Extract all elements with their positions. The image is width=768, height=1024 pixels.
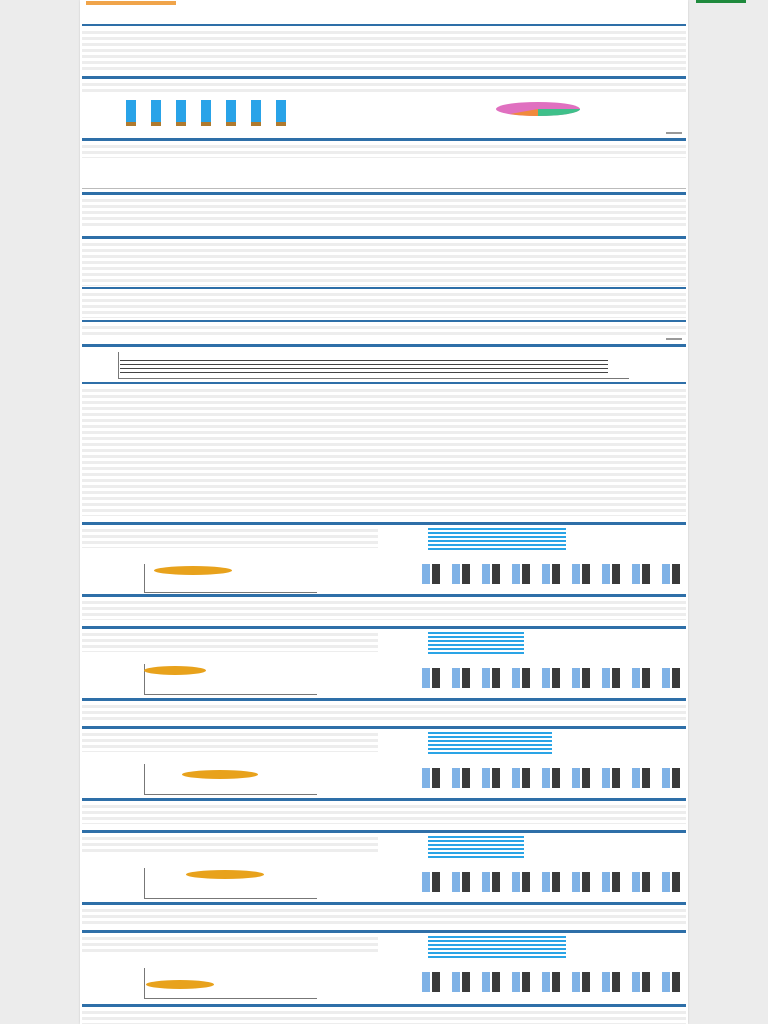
production-bar bbox=[120, 364, 608, 365]
high-end-segment-section bbox=[82, 724, 686, 828]
share-pair bbox=[482, 972, 500, 992]
top-products-rows bbox=[82, 802, 686, 824]
potential-bar bbox=[642, 872, 650, 892]
sales-bar bbox=[201, 100, 211, 126]
share-pair bbox=[512, 768, 530, 788]
actual-bar bbox=[662, 768, 670, 788]
top-products-rule bbox=[82, 698, 686, 701]
share-pair bbox=[512, 668, 530, 688]
share-pair bbox=[512, 972, 530, 992]
actual-bar bbox=[482, 564, 490, 584]
potential-bar bbox=[432, 668, 440, 688]
potential-bar bbox=[612, 564, 620, 584]
share-pair bbox=[422, 872, 440, 892]
share-pair bbox=[482, 872, 500, 892]
perceptual-map-ellipse bbox=[146, 980, 214, 989]
potential-bar bbox=[462, 972, 470, 992]
production-bar bbox=[120, 372, 608, 373]
share-pair bbox=[452, 668, 470, 688]
actual-bar bbox=[512, 668, 520, 688]
actual-bar bbox=[482, 668, 490, 688]
actual-bar bbox=[422, 768, 430, 788]
sales-bar bbox=[226, 100, 236, 126]
actual-bar bbox=[452, 668, 460, 688]
actual-bar bbox=[482, 872, 490, 892]
potential-bar bbox=[672, 872, 680, 892]
low-end-segment-section bbox=[82, 624, 686, 724]
top-products-rule bbox=[82, 594, 686, 597]
sales-bar-chart bbox=[126, 102, 286, 126]
share-pair bbox=[632, 564, 650, 584]
actual-vs-potential-chart bbox=[422, 668, 686, 688]
actual-bar bbox=[512, 872, 520, 892]
potential-bar bbox=[522, 564, 530, 584]
potential-bar bbox=[462, 564, 470, 584]
contents-rule bbox=[82, 24, 686, 26]
actual-bar bbox=[572, 668, 580, 688]
potential-bar bbox=[492, 564, 500, 584]
actual-bar bbox=[512, 768, 520, 788]
potential-bar bbox=[432, 768, 440, 788]
contents-section bbox=[82, 0, 686, 74]
accessibility-bar bbox=[428, 856, 524, 858]
accessibility-bar bbox=[428, 948, 566, 950]
share-pair bbox=[482, 668, 500, 688]
potential-bar bbox=[672, 668, 680, 688]
accessibility-bar bbox=[428, 732, 552, 734]
share-pair bbox=[632, 972, 650, 992]
share-pair bbox=[662, 972, 680, 992]
actual-bar bbox=[422, 668, 430, 688]
accessibility-bar bbox=[428, 840, 524, 842]
potential-bar bbox=[552, 768, 560, 788]
share-pair bbox=[572, 564, 590, 584]
potential-bar bbox=[582, 972, 590, 992]
low-end-statistics-rows bbox=[82, 630, 378, 652]
top-products-rows bbox=[82, 906, 686, 926]
share-pair bbox=[422, 768, 440, 788]
actual-bar bbox=[542, 972, 550, 992]
size-band bbox=[82, 930, 686, 933]
stock-bonds-section bbox=[82, 136, 686, 190]
perceptual-map-ellipse bbox=[154, 566, 232, 575]
actual-bar bbox=[572, 564, 580, 584]
accessibility-bar bbox=[428, 648, 524, 650]
actual-bar bbox=[632, 768, 640, 788]
accessibility-bar bbox=[428, 852, 524, 854]
accessibility-bar bbox=[428, 652, 524, 654]
page-marker bbox=[666, 338, 682, 340]
potential-bar bbox=[612, 768, 620, 788]
accessibility-bar bbox=[428, 532, 566, 534]
production-capacity-chart bbox=[118, 352, 629, 379]
report-logo bbox=[86, 1, 176, 5]
share-pair bbox=[482, 564, 500, 584]
high-end-statistics-rows bbox=[82, 730, 378, 752]
potential-bar bbox=[462, 668, 470, 688]
actual-bar bbox=[662, 668, 670, 688]
accessibility-bar bbox=[428, 848, 524, 850]
actual-vs-potential-chart bbox=[422, 564, 686, 584]
actual-bar bbox=[662, 972, 670, 992]
actual-bar bbox=[452, 564, 460, 584]
market-share-pie bbox=[462, 96, 592, 136]
actual-bar bbox=[662, 564, 670, 584]
share-pair bbox=[662, 564, 680, 584]
actual-bar bbox=[572, 872, 580, 892]
high-end-band bbox=[82, 726, 686, 729]
low-end-band bbox=[82, 626, 686, 629]
accessibility-bar bbox=[428, 836, 524, 838]
pie-slice bbox=[538, 109, 580, 116]
production-bar bbox=[120, 360, 608, 361]
potential-bar bbox=[582, 668, 590, 688]
actual-bar bbox=[542, 872, 550, 892]
actual-bar bbox=[542, 564, 550, 584]
income-statement-rows bbox=[82, 323, 686, 337]
income-statement-rule bbox=[82, 320, 686, 322]
selected-information-rows bbox=[82, 28, 686, 72]
traditional-band bbox=[82, 522, 686, 525]
share-pair bbox=[602, 564, 620, 584]
potential-bar bbox=[432, 872, 440, 892]
top-products-rule bbox=[82, 798, 686, 801]
potential-bar bbox=[552, 972, 560, 992]
share-pair bbox=[602, 768, 620, 788]
stock-rows bbox=[82, 142, 686, 158]
accessibility-bar bbox=[428, 528, 566, 530]
sales-bar bbox=[176, 100, 186, 126]
actual-bar bbox=[602, 768, 610, 788]
share-pair bbox=[542, 872, 560, 892]
performance-band bbox=[82, 830, 686, 833]
potential-bar bbox=[492, 768, 500, 788]
sales-bar bbox=[126, 100, 136, 126]
potential-bar bbox=[612, 668, 620, 688]
potential-bar bbox=[642, 564, 650, 584]
balance-sheet-rows bbox=[82, 290, 686, 318]
share-pair bbox=[452, 972, 470, 992]
bond-rows bbox=[82, 196, 686, 228]
accessibility-bar bbox=[428, 844, 524, 846]
accessibility-bar bbox=[428, 736, 552, 738]
summary-section bbox=[82, 74, 686, 136]
share-pair bbox=[542, 564, 560, 584]
share-pair bbox=[662, 768, 680, 788]
actual-bar bbox=[482, 972, 490, 992]
potential-bar bbox=[522, 668, 530, 688]
actual-vs-potential-chart bbox=[422, 768, 686, 788]
potential-bar bbox=[462, 768, 470, 788]
share-pair bbox=[662, 872, 680, 892]
share-pair bbox=[572, 668, 590, 688]
share-pair bbox=[542, 972, 560, 992]
actual-bar bbox=[602, 872, 610, 892]
share-pair bbox=[542, 668, 560, 688]
stock-bonds-band bbox=[82, 138, 686, 141]
potential-bar bbox=[642, 972, 650, 992]
actual-vs-potential-chart bbox=[422, 972, 686, 992]
actual-bar bbox=[632, 972, 640, 992]
traditional-statistics-rows bbox=[82, 526, 378, 548]
production-bar bbox=[120, 368, 608, 369]
production-table-rows bbox=[82, 386, 686, 516]
accessibility-bar bbox=[428, 752, 552, 754]
potential-bar bbox=[582, 872, 590, 892]
corner-tab[interactable] bbox=[696, 0, 746, 3]
perceptual-map-high-end bbox=[144, 764, 317, 795]
top-products-rows bbox=[82, 702, 686, 720]
sales-bar bbox=[276, 100, 286, 126]
actual-vs-potential-chart bbox=[422, 872, 686, 892]
actual-bar bbox=[542, 768, 550, 788]
actual-bar bbox=[632, 564, 640, 584]
page-marker bbox=[666, 132, 682, 134]
share-pair bbox=[422, 668, 440, 688]
actual-bar bbox=[422, 872, 430, 892]
potential-bar bbox=[672, 564, 680, 584]
sales-bar bbox=[251, 100, 261, 126]
financial-summary-section bbox=[82, 234, 686, 342]
actual-bar bbox=[482, 768, 490, 788]
potential-bar bbox=[582, 564, 590, 584]
potential-bar bbox=[492, 668, 500, 688]
top-products-rule bbox=[82, 1004, 686, 1007]
bond-table-section bbox=[82, 190, 686, 234]
share-pair bbox=[452, 768, 470, 788]
traditional-segment-section bbox=[82, 520, 686, 624]
accessibility-bar bbox=[428, 944, 566, 946]
share-pair bbox=[452, 872, 470, 892]
potential-bar bbox=[642, 768, 650, 788]
accessibility-bar bbox=[428, 636, 524, 638]
actual-bar bbox=[662, 872, 670, 892]
accessibility-bar bbox=[428, 540, 566, 542]
accessibility-bar bbox=[428, 940, 566, 942]
actual-bar bbox=[542, 668, 550, 688]
top-products-rows bbox=[82, 1008, 686, 1024]
share-pair bbox=[422, 972, 440, 992]
potential-bar bbox=[492, 872, 500, 892]
financial-band bbox=[82, 236, 686, 239]
share-pair bbox=[602, 668, 620, 688]
accessibility-bar bbox=[428, 536, 566, 538]
actual-bar bbox=[452, 768, 460, 788]
accessibility-bar bbox=[428, 952, 566, 954]
share-pair bbox=[602, 872, 620, 892]
share-pair bbox=[422, 564, 440, 584]
potential-bar bbox=[552, 668, 560, 688]
share-pair bbox=[632, 872, 650, 892]
accessibility-bar bbox=[428, 936, 566, 938]
perceptual-map-ellipse bbox=[144, 666, 206, 675]
share-pair bbox=[512, 872, 530, 892]
accessibility-bar bbox=[428, 748, 552, 750]
potential-bar bbox=[432, 972, 440, 992]
cash-flow-rows bbox=[82, 240, 686, 286]
balance-sheet-rule bbox=[82, 287, 686, 289]
accessibility-bar bbox=[428, 956, 566, 958]
actual-bar bbox=[602, 564, 610, 584]
share-pair bbox=[662, 668, 680, 688]
potential-bar bbox=[612, 872, 620, 892]
share-pair bbox=[632, 668, 650, 688]
potential-bar bbox=[432, 564, 440, 584]
top-products-rows bbox=[82, 598, 686, 620]
accessibility-bar bbox=[428, 740, 552, 742]
actual-bar bbox=[632, 872, 640, 892]
potential-bar bbox=[552, 872, 560, 892]
share-pair bbox=[572, 972, 590, 992]
performance-statistics-rows bbox=[82, 834, 378, 854]
actual-bar bbox=[452, 972, 460, 992]
share-pair bbox=[572, 872, 590, 892]
potential-bar bbox=[582, 768, 590, 788]
potential-bar bbox=[522, 872, 530, 892]
actual-bar bbox=[572, 768, 580, 788]
accessibility-bar bbox=[428, 548, 566, 550]
potential-bar bbox=[672, 972, 680, 992]
potential-bar bbox=[522, 972, 530, 992]
share-pair bbox=[542, 768, 560, 788]
actual-bar bbox=[422, 564, 430, 584]
perceptual-map-ellipse bbox=[182, 770, 258, 779]
accessibility-bar bbox=[428, 644, 524, 646]
report-page bbox=[80, 0, 688, 1024]
perceptual-map-ellipse bbox=[186, 870, 264, 879]
share-pair bbox=[452, 564, 470, 584]
actual-bar bbox=[422, 972, 430, 992]
accessibility-bar bbox=[428, 744, 552, 746]
share-pair bbox=[632, 768, 650, 788]
actual-bar bbox=[512, 564, 520, 584]
accessibility-bar bbox=[428, 544, 566, 546]
share-pair bbox=[572, 768, 590, 788]
share-pair bbox=[482, 768, 500, 788]
performance-segment-section bbox=[82, 828, 686, 928]
bond-band bbox=[82, 192, 686, 195]
production-table-rule bbox=[82, 382, 686, 384]
actual-bar bbox=[512, 972, 520, 992]
potential-bar bbox=[492, 972, 500, 992]
summary-rows bbox=[82, 80, 686, 94]
summary-band bbox=[82, 76, 686, 79]
actual-bar bbox=[602, 668, 610, 688]
size-statistics-rows bbox=[82, 934, 378, 954]
top-products-rule bbox=[82, 902, 686, 905]
share-pair bbox=[602, 972, 620, 992]
actual-bar bbox=[602, 972, 610, 992]
sales-bar bbox=[151, 100, 161, 126]
potential-bar bbox=[672, 768, 680, 788]
production-band bbox=[82, 344, 686, 347]
potential-bar bbox=[612, 972, 620, 992]
actual-bar bbox=[452, 872, 460, 892]
production-analysis-section bbox=[82, 342, 686, 520]
potential-bar bbox=[522, 768, 530, 788]
actual-bar bbox=[632, 668, 640, 688]
actual-bar bbox=[572, 972, 580, 992]
size-segment-section bbox=[82, 928, 686, 1024]
potential-bar bbox=[642, 668, 650, 688]
potential-bar bbox=[462, 872, 470, 892]
share-pair bbox=[512, 564, 530, 584]
potential-bar bbox=[552, 564, 560, 584]
accessibility-bar bbox=[428, 640, 524, 642]
accessibility-bar bbox=[428, 632, 524, 634]
stock-price-axis bbox=[82, 188, 686, 189]
